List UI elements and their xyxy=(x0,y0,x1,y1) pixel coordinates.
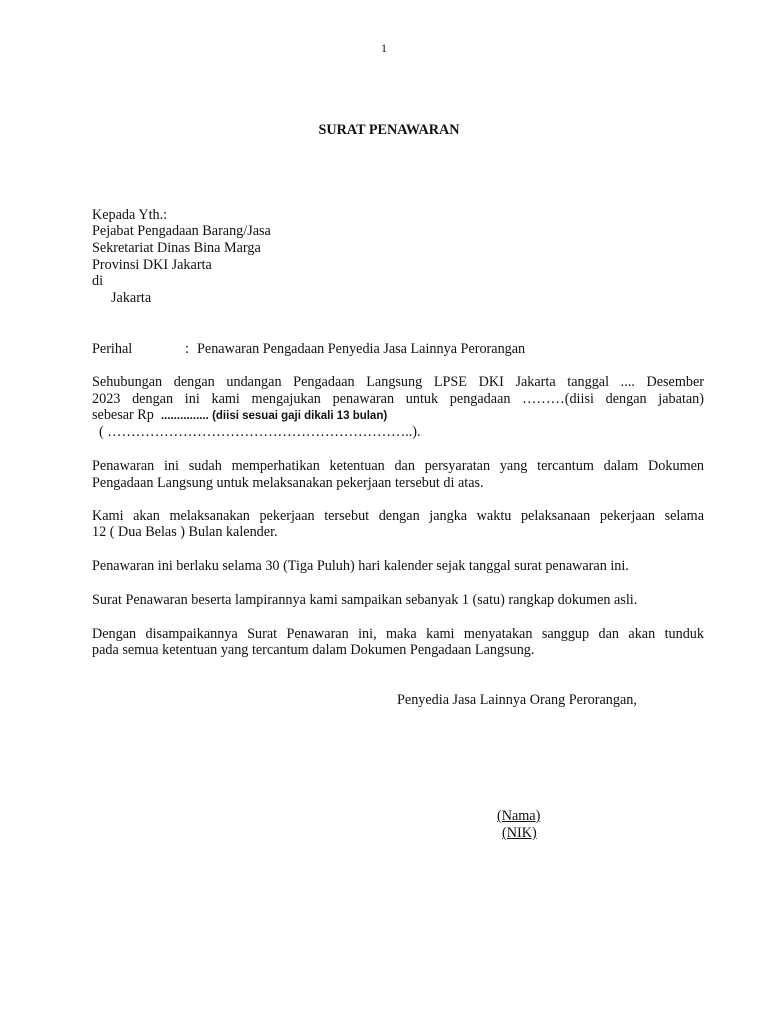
signature-nik: (NIK) xyxy=(502,825,537,841)
paragraph-4: Penawaran ini berlaku selama 30 (Tiga Puluh) hari kalender sejak tanggal surat penawaran ini. xyxy=(92,558,629,574)
paragraph-2-line-1: Penawaran ini sudah memperhatikan ketentuan dan persyaratan yang tercantum dalam Dokumen xyxy=(92,458,704,474)
paragraph-6-line-1: Dengan disampaikannya Surat Penawaran ini, maka kami menyatakan sanggup dan akan tunduk xyxy=(92,626,704,642)
address-greeting: Kepada Yth.: xyxy=(92,207,168,223)
paragraph-6-line-2: pada semua ketentuan yang tercantum dalam Dokumen Pengadaan Langsung. xyxy=(92,642,535,658)
paragraph-3-line-2: 12 ( Dua Belas ) Bulan kalender. xyxy=(92,524,278,540)
paragraph-1-line-1: Sehubungan dengan undangan Pengadaan Langsung LPSE DKI Jakarta tanggal .... Desember xyxy=(92,374,704,390)
signature-name: (Nama) xyxy=(497,808,541,824)
paragraph-1-line-3 xyxy=(92,407,387,425)
amount-prefix: sebesar Rp xyxy=(92,407,154,423)
address-line-3: Provinsi DKI Jakarta xyxy=(92,257,212,273)
subject-value: Penawaran Pengadaan Penyedia Jasa Lainnya Perorangan xyxy=(197,341,526,357)
address-line-4: di xyxy=(92,273,104,289)
subject-colon: : xyxy=(185,341,189,357)
address-line-2: Sekretariat Dinas Bina Marga xyxy=(92,240,261,256)
paragraph-1-line-2: 2023 dengan ini kami mengajukan penawaran untuk pengadaan ………(diisi dengan jabatan) xyxy=(92,391,704,407)
paragraph-3-line-1: Kami akan melaksanakan pekerjaan tersebut dengan jangka waktu pelaksanaan pekerjaan selama xyxy=(92,508,704,524)
page-number: 1 xyxy=(381,41,387,55)
amount-note: ............... (diisi sesuai gaji dikali 13 bulan) xyxy=(160,410,388,422)
address-line-1: Pejabat Pengadaan Barang/Jasa xyxy=(92,223,271,239)
page-title: SURAT PENAWARAN xyxy=(318,122,460,138)
signature-closing: Penyedia Jasa Lainnya Orang Perorangan, xyxy=(397,692,637,708)
subject-label: Perihal xyxy=(92,341,133,357)
paragraph-5: Surat Penawaran beserta lampirannya kami sampaikan sebanyak 1 (satu) rangkap dokumen asli. xyxy=(92,592,638,608)
paragraph-2-line-2: Pengadaan Langsung untuk melaksanakan pekerjaan tersebut di atas. xyxy=(92,475,484,491)
address-city: Jakarta xyxy=(111,290,152,306)
paragraph-1-line-4: ( ………………………………………………………..). xyxy=(99,424,421,440)
